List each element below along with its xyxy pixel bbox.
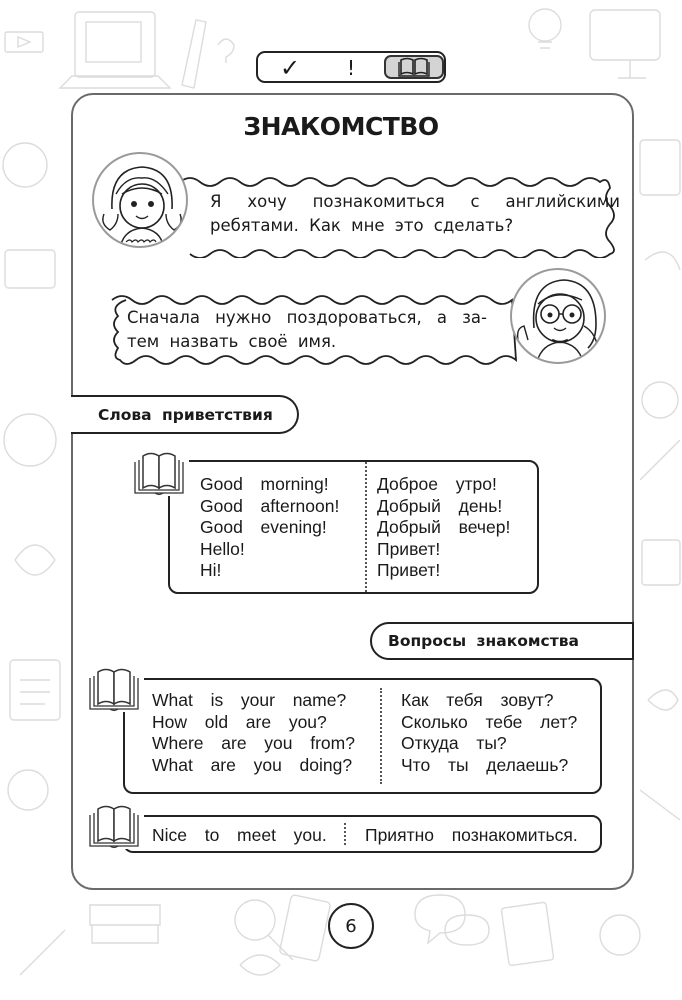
vocab-phrase-ru: Доброе утро! bbox=[377, 474, 497, 494]
teacher-avatar bbox=[510, 268, 606, 364]
russian-column bbox=[377, 474, 510, 582]
speech-bubble-teacher bbox=[100, 290, 530, 370]
english-column bbox=[200, 474, 339, 582]
vocab-phrase-ru: Сколько тебе лет? bbox=[401, 711, 578, 732]
girl-avatar bbox=[92, 152, 188, 248]
mode-selector bbox=[256, 51, 446, 83]
girl-face-icon bbox=[94, 154, 188, 248]
vocab-phrase-ru: Приятно познакомиться. bbox=[365, 825, 578, 845]
book-mode-button[interactable] bbox=[384, 55, 444, 79]
dotted-divider bbox=[344, 823, 346, 845]
vocab-phrase-ru: Как тебя зовут? bbox=[401, 690, 554, 710]
book-icon bbox=[86, 803, 144, 849]
vocab-phrase-en: Hello! bbox=[200, 538, 245, 559]
vocab-phrase-en: Nice to meet you. bbox=[152, 825, 327, 845]
book-icon bbox=[86, 666, 144, 712]
speech-bubble-girl bbox=[170, 172, 620, 258]
vocab-phrase-ru: Что ты делаешь? bbox=[401, 754, 569, 775]
vocab-phrase-ru: Привет! bbox=[377, 538, 441, 559]
page-number-text: 6 bbox=[345, 915, 357, 937]
page-number bbox=[328, 903, 374, 949]
vocab-phrase-ru: Откуда ты? bbox=[401, 733, 507, 753]
exclamation-icon[interactable]: ! bbox=[347, 56, 356, 80]
vocab-phrase-ru: Добрый вечер! bbox=[377, 517, 511, 537]
vocab-phrase-en: Good morning! bbox=[200, 474, 329, 494]
vocab-phrase-en: Good afternoon! bbox=[200, 495, 340, 516]
russian-column bbox=[365, 825, 578, 847]
dialog-line: ребятами. Как мне это сделать? bbox=[210, 216, 514, 235]
vocab-box-greetings bbox=[168, 460, 539, 594]
vocab-phrase-en: Good evening! bbox=[200, 517, 327, 537]
section-label-questions bbox=[370, 622, 634, 660]
vocab-box-questions bbox=[123, 678, 602, 794]
vocab-phrase-en: Hi! bbox=[200, 560, 222, 580]
dialog-line: тем назвать своё имя. bbox=[127, 332, 337, 351]
vocab-phrase-ru: Привет! bbox=[377, 560, 441, 580]
vocab-phrase-en: How old are you? bbox=[152, 711, 327, 732]
dialog-line: Сначала нужно поздороваться, а за- bbox=[127, 308, 487, 327]
teacher-face-icon bbox=[512, 270, 606, 364]
dialog-line: Я хочу познакомиться с английскими bbox=[210, 192, 620, 211]
russian-column bbox=[401, 690, 577, 776]
vocab-phrase-en: Where are you from? bbox=[152, 733, 355, 753]
open-book-icon bbox=[398, 57, 430, 77]
vocab-phrase-ru: Добрый день! bbox=[377, 495, 503, 516]
vocab-phrase-en: What are you doing? bbox=[152, 754, 353, 775]
vocab-phrase-en: What is your name? bbox=[152, 690, 347, 710]
section-label-greetings bbox=[71, 395, 299, 434]
vocab-box-closing bbox=[123, 815, 602, 853]
section-label-text: Слова приветствия bbox=[98, 405, 273, 424]
english-column bbox=[152, 825, 327, 847]
section-label-text: Вопросы знакомства bbox=[388, 632, 579, 650]
english-column bbox=[152, 690, 355, 776]
dotted-divider bbox=[365, 462, 367, 592]
book-icon bbox=[131, 450, 189, 496]
dotted-divider bbox=[380, 688, 382, 784]
page-title: ЗНАКОМСТВО bbox=[243, 112, 439, 141]
check-icon[interactable]: ✓ bbox=[280, 54, 301, 82]
